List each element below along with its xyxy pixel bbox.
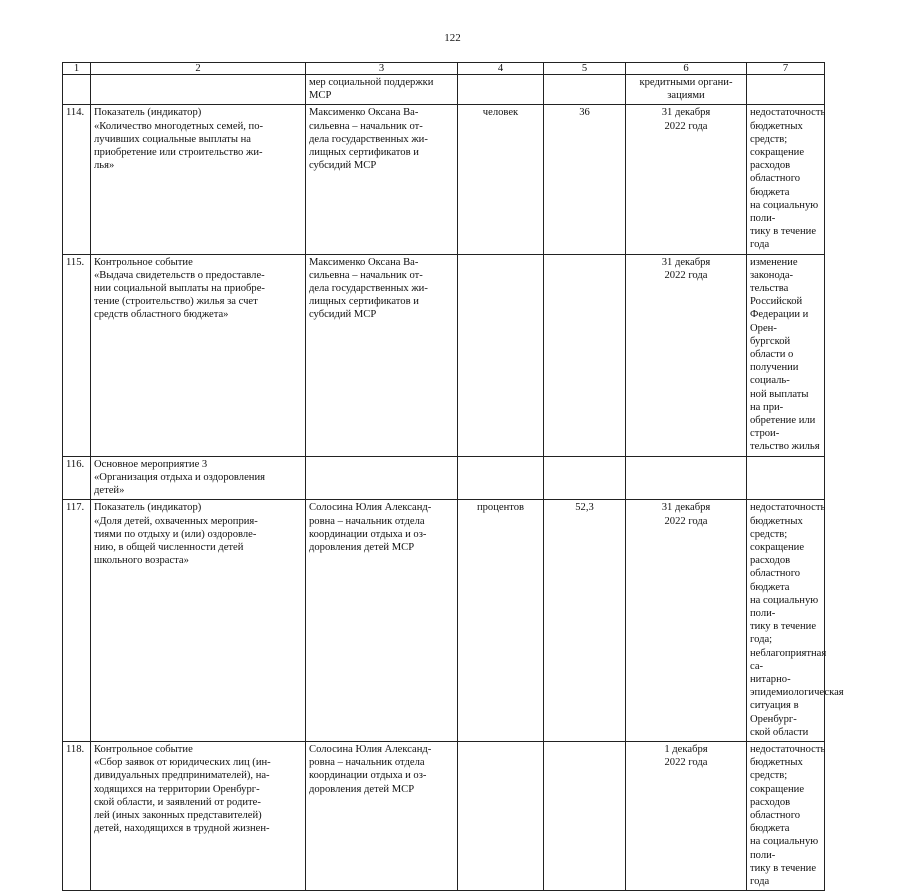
risk-factors: недостаточность бюджетных средств; сокращение расходов областного бюджета на социальную поли- тику в течение года [747,741,825,890]
responsible-person: Солосина Юлия Александ- ровна – начальник отдела координации отдыха и оз- доровления детей МСР [306,741,458,890]
target-value [544,456,626,500]
row-number [63,75,91,105]
risk-factors [747,75,825,105]
target-value [544,741,626,890]
target-value: 36 [544,105,626,254]
table-row [63,500,825,742]
unit-of-measure [458,75,544,105]
risk-factors: недостаточность бюджетных средств; сокращение расходов областного бюджета на социальную поли- тику в течение года; неблагоприятная са- нитарно- эпидемиологическая ситуация в Оренбург- ской области [747,500,825,742]
plan-table [62,62,844,891]
event-name: Контрольное событие «Сбор заявок от юридических лиц (ин- дивидуальных предпринимателей), на- ходящихся на территории Оренбург- ской области, и заявлений от родите- лей (иных законных представителей) детей, находящихся в трудной жизнен- [91,741,306,890]
deadline-date: 31 декабря 2022 года [626,254,747,456]
event-name: Показатель (индикатор) «Доля детей, охваченных мероприя- тиями по отдыху и (или) оздоровле- нию, в общей численности детей школьного возраста» [91,500,306,742]
row-number: 115. [63,254,91,456]
header-col-1: 1 [63,63,91,75]
header-col-2: 2 [91,63,306,75]
event-name: Показатель (индикатор) «Количество многодетных семей, по- лучивших социальные выплаты на приобретение или строительство жи- лья» [91,105,306,254]
header-col-5: 5 [544,63,626,75]
table-row [63,75,825,105]
responsible-person: Максименко Оксана Ва- сильевна – начальник от- дела государственных жи- лищных сертификатов и субсидий МСР [306,105,458,254]
table-row [63,741,825,890]
table-row [63,254,825,456]
row-number: 118. [63,741,91,890]
target-value [544,75,626,105]
risk-factors: недостаточность бюджетных средств; сокращение расходов областного бюджета на социальную поли- тику в течение года [747,105,825,254]
event-name: Контрольное событие «Выдача свидетельств о предоставле- нии социальной выплаты на приобре- тение (строительство) жилья за счет средств областного бюджета» [91,254,306,456]
risk-factors: изменение законода- тельства Российской Федерации и Орен- бургской области о получении социаль- ной выплаты на при- обретение или строи- тельство жилья [747,254,825,456]
deadline-date: кредитными органи- зациями [626,75,747,105]
table-header-row [63,63,825,75]
table-row [63,105,825,254]
unit-of-measure [458,741,544,890]
header-col-3: 3 [306,63,458,75]
header-col-7: 7 [747,63,825,75]
deadline-date [626,456,747,500]
header-col-4: 4 [458,63,544,75]
deadline-date: 31 декабря 2022 года [626,500,747,742]
risk-factors [747,456,825,500]
responsible-person: Максименко Оксана Ва- сильевна – начальник от- дела государственных жи- лищных сертификатов и субсидий МСР [306,254,458,456]
table-row [63,456,825,500]
unit-of-measure [458,254,544,456]
row-number: 117. [63,500,91,742]
responsible-person: Солосина Юлия Александ- ровна – начальник отдела координации отдыха и оз- доровления детей МСР [306,500,458,742]
target-value: 52,3 [544,500,626,742]
deadline-date: 31 декабря 2022 года [626,105,747,254]
row-number: 116. [63,456,91,500]
deadline-date: 1 декабря 2022 года [626,741,747,890]
unit-of-measure [458,456,544,500]
header-col-6: 6 [626,63,747,75]
responsible-person: мер социальной поддержки МСР [306,75,458,105]
page-number: 122 [444,32,461,44]
row-number: 114. [63,105,91,254]
unit-of-measure: процентов [458,500,544,742]
event-name: Основное мероприятие 3 «Организация отдыха и оздоровления детей» [91,456,306,500]
unit-of-measure: человек [458,105,544,254]
event-name [91,75,306,105]
target-value [544,254,626,456]
responsible-person [306,456,458,500]
